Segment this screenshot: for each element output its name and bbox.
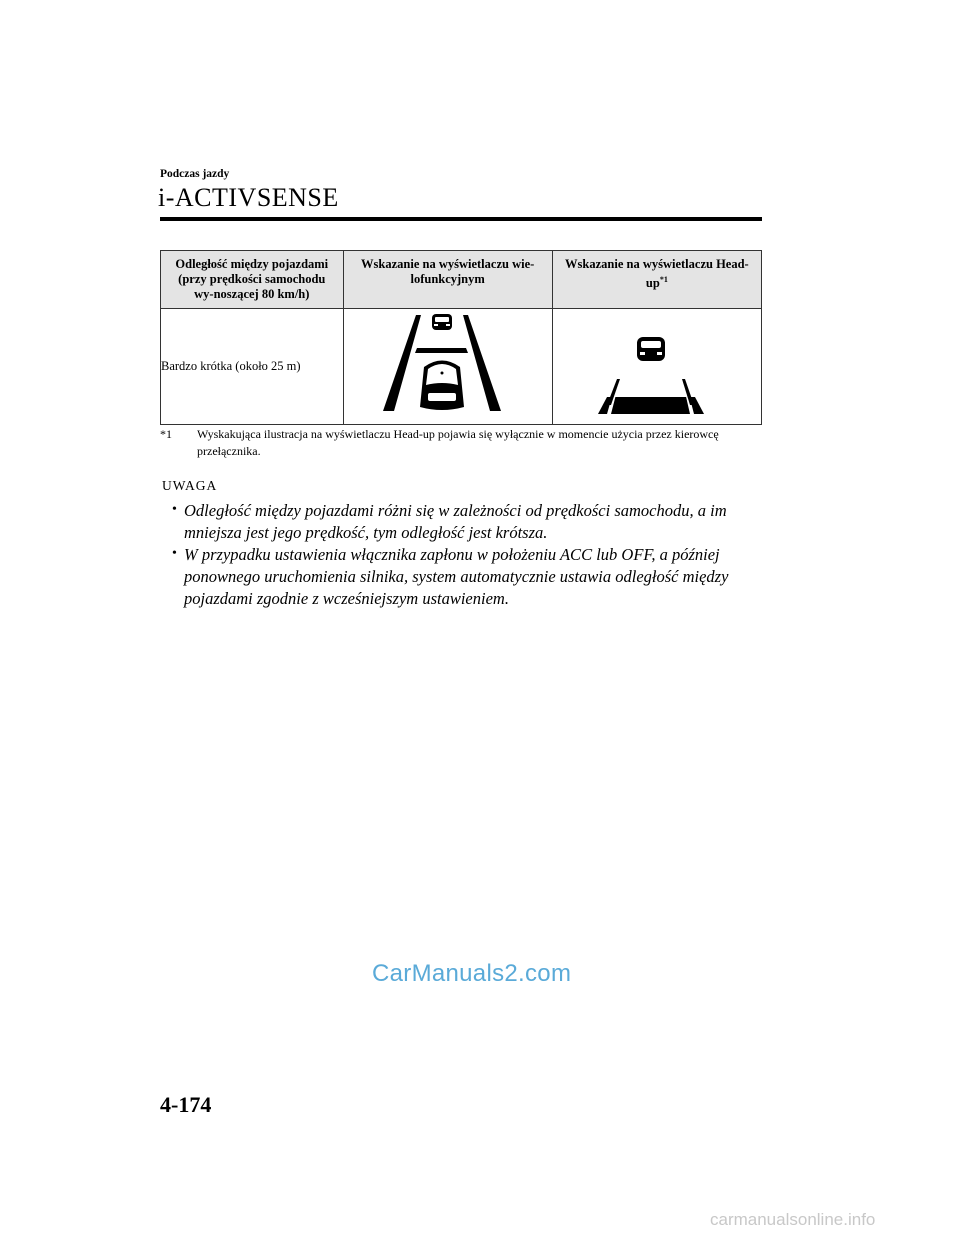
bullet-icon: • [172,502,177,517]
list-item [172,500,732,544]
header-distance: Odległość między pojazdami (przy prędkości samochodu wy-noszącej 80 km/h) [161,251,344,309]
note-label: UWAGA [162,478,218,493]
header-headup-text: Wskazanie na wyświetlaczu Head-up [565,257,749,291]
note-item-text: W przypadku ustawienia włącznika zapłonu w położeniu ACC lub OFF, a później ponownego uruchomienia silnika, system automatycznie ustawia odległość między pojazdami zgodnie z wcześniejszym ustawieniem. [184,545,729,608]
footnote-text: Wyskakująca ilustracja na wyświetlaczu Head-up pojawia się wyłącznie w momencie użycia przez kierowcę przełącznika. [197,427,719,458]
table-row [161,309,762,425]
list-item [172,544,732,610]
footnote [160,426,760,460]
bullet-icon: • [172,546,177,561]
note-list [172,500,732,610]
header-headup-sup: *1 [659,275,668,284]
section-label: Podczas jazdy [160,168,230,180]
headup-display-illustration [552,309,761,425]
header-headup-display [552,251,761,309]
footer-url: carmanualsonline.info [710,1210,876,1229]
note-item-text: Odległość między pojazdami różni się w zależności od prędkości samochodu, a im mniejsza jest jego prędkość, tym odległość jest krótsza. [184,501,727,542]
distance-table [160,250,762,425]
watermark: CarManuals2.com [372,960,572,987]
footnote-mark: *1 [160,427,172,441]
multi-display-illustration [343,309,552,425]
title-rule [160,217,762,221]
distance-cell: Bardzo krótka (około 25 m) [161,309,344,425]
table-header-row [161,251,762,309]
page-title: i-ACTIVSENSE [158,183,339,212]
page-number: 4-174 [160,1092,212,1117]
header-multi-display: Wskazanie na wyświetlaczu wie-lofunkcyjnym [343,251,552,309]
headup-display-icon [553,309,749,419]
multi-display-icon [344,309,540,419]
